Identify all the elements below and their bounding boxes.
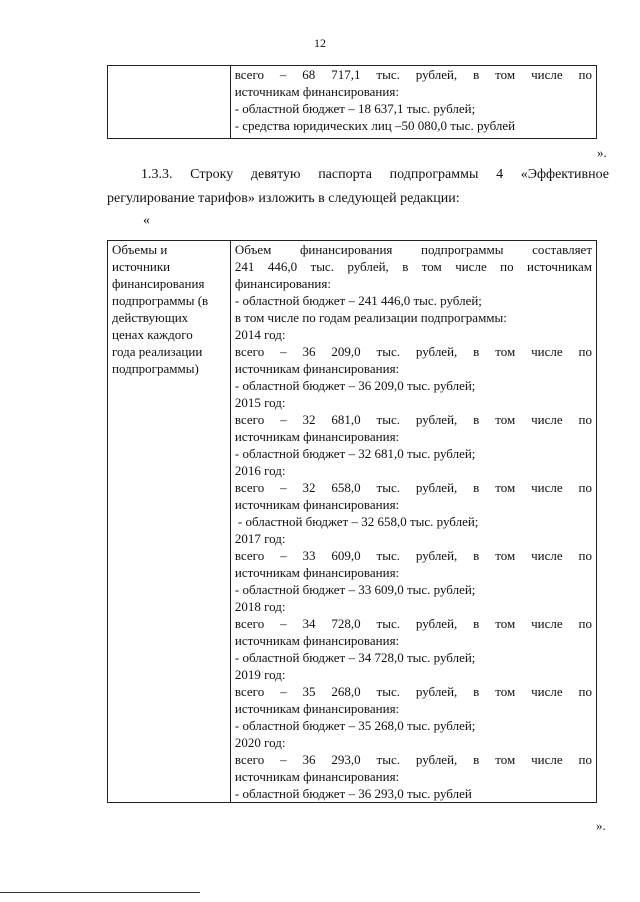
content-line: Объем финансирования подпрограммы составляет bbox=[234, 242, 592, 257]
content-line: источникам финансирования: bbox=[234, 565, 400, 580]
content-line: финансирования: bbox=[234, 276, 331, 291]
funding-table-content-cell bbox=[230, 241, 596, 803]
funding-table-label-cell bbox=[108, 241, 231, 803]
label-line: подпрограммы (в bbox=[112, 293, 209, 308]
footnote-separator bbox=[0, 892, 200, 893]
content-line: источникам финансирования: bbox=[234, 769, 400, 784]
content-line: 2020 год: bbox=[234, 735, 286, 750]
content-line: 2016 год: bbox=[234, 463, 286, 478]
opening-quote: « bbox=[143, 213, 150, 228]
label-line: Объемы и bbox=[112, 242, 168, 257]
content-line: источникам финансирования: bbox=[234, 497, 400, 512]
content-line: 2019 год: bbox=[234, 667, 286, 682]
content-line: всего – 34 728,0 тыс. рублей, в том числе по bbox=[234, 616, 592, 631]
content-line: - областной бюджет – 32 658,0 тыс. рублей; bbox=[237, 514, 479, 529]
content-line: - областной бюджет – 32 681,0 тыс. рублей; bbox=[234, 446, 476, 461]
content-line: всего – 32 658,0 тыс. рублей, в том числе по bbox=[234, 480, 592, 495]
content-line: всего – 36 209,0 тыс. рублей, в том числе по bbox=[234, 344, 592, 359]
funding-table bbox=[107, 240, 597, 803]
label-line: подпрограммы) bbox=[112, 361, 199, 376]
label-line: финансирования bbox=[112, 276, 205, 291]
top-table-line: источникам финансирования: bbox=[234, 84, 399, 99]
content-line: - областной бюджет – 35 268,0 тыс. рублей; bbox=[234, 718, 476, 733]
top-table bbox=[107, 65, 597, 139]
label-line: ценах каждого bbox=[112, 327, 193, 342]
content-line: источникам финансирования: bbox=[234, 633, 400, 648]
content-line: - областной бюджет – 36 209,0 тыс. рублей; bbox=[234, 378, 476, 393]
label-lines bbox=[112, 241, 226, 377]
label-line: года реализации bbox=[112, 344, 203, 359]
closing-quote-top: ». bbox=[597, 145, 607, 160]
closing-quote-bottom: ». bbox=[596, 818, 606, 833]
paragraph-line: 1.3.3. Строку девятую паспорта подпрограммы 4 «Эффективное bbox=[141, 167, 609, 182]
content-line: - областной бюджет – 36 293,0 тыс. рублей bbox=[234, 786, 472, 801]
content-line: - областной бюджет – 241 446,0 тыс. рублей; bbox=[234, 293, 482, 308]
top-table-line: всего – 68 717,1 тыс. рублей, в том числе по bbox=[234, 67, 592, 82]
content-line: всего – 32 681,0 тыс. рублей, в том числе по bbox=[234, 412, 592, 427]
content-line: 241 446,0 тыс. рублей, в том числе по источникам bbox=[234, 259, 592, 274]
content-lines bbox=[235, 241, 592, 802]
top-table-line: - областной бюджет – 18 637,1 тыс. рублей; bbox=[234, 101, 476, 116]
content-line: всего – 35 268,0 тыс. рублей, в том числе по bbox=[234, 684, 592, 699]
label-line: действующих bbox=[112, 310, 189, 325]
top-table-line: - средства юридических лиц –50 080,0 тыс. рублей bbox=[234, 118, 516, 133]
paragraph-line: регулирование тарифов» изложить в следующей редакции: bbox=[107, 191, 460, 206]
content-line: всего – 33 609,0 тыс. рублей, в том числе по bbox=[234, 548, 592, 563]
content-line: 2014 год: bbox=[234, 327, 286, 342]
content-line: источникам финансирования: bbox=[234, 361, 400, 376]
content-line: 2015 год: bbox=[234, 395, 286, 410]
top-table-left-cell bbox=[108, 66, 231, 139]
top-table-right-cell bbox=[230, 66, 596, 139]
content-line: источникам финансирования: bbox=[234, 701, 400, 716]
content-line: 2018 год: bbox=[234, 599, 286, 614]
content-line: 2017 год: bbox=[234, 531, 286, 546]
amendment-paragraph bbox=[107, 163, 609, 211]
content-line: источникам финансирования: bbox=[234, 429, 400, 444]
label-line: источники bbox=[112, 259, 171, 274]
content-line: - областной бюджет – 34 728,0 тыс. рублей; bbox=[234, 650, 476, 665]
page-number: 12 bbox=[314, 36, 326, 50]
content-line: в том числе по годам реализации подпрограммы: bbox=[234, 310, 507, 325]
content-line: - областной бюджет – 33 609,0 тыс. рублей; bbox=[234, 582, 476, 597]
content-line: всего – 36 293,0 тыс. рублей, в том числе по bbox=[234, 752, 592, 767]
